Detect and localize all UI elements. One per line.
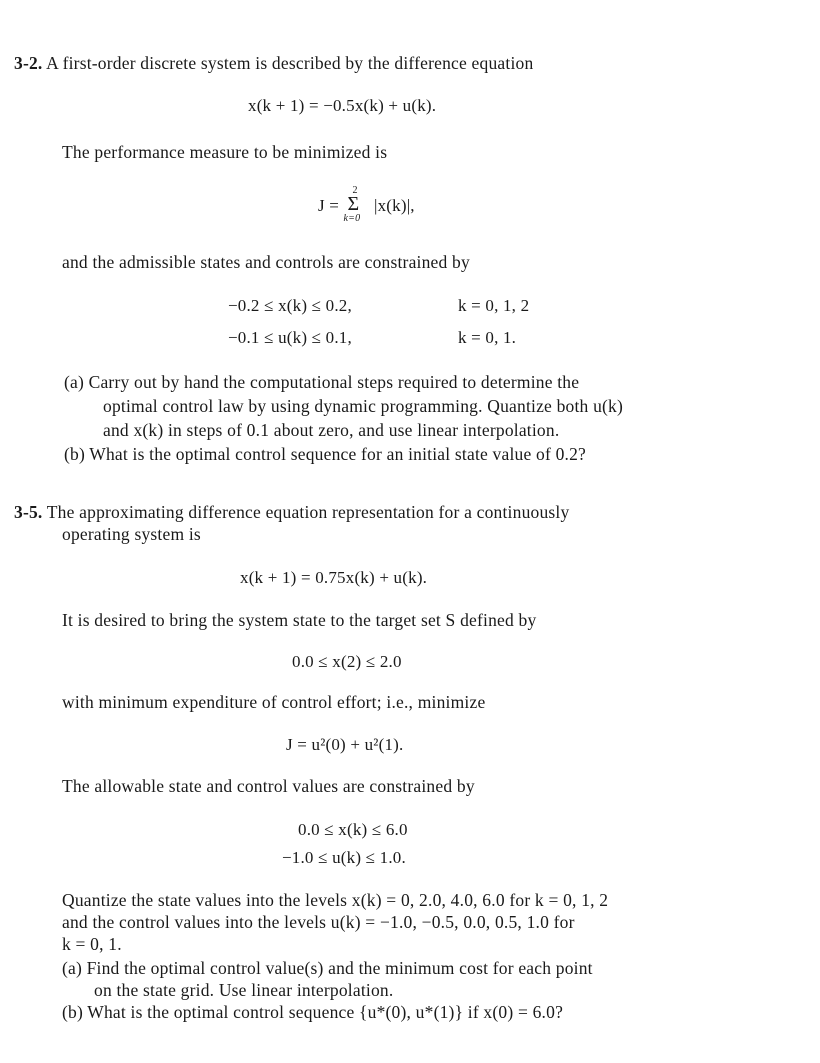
problem-number: 3-5. <box>14 502 43 522</box>
part-a-line-3: and x(k) in steps of 0.1 about zero, and use linear interpolation. <box>103 420 560 440</box>
sum-lower-limit: k=0 <box>343 213 361 225</box>
problem-number: 3-2. <box>14 53 43 73</box>
problem-3-2-heading <box>14 53 533 74</box>
part-b: (b) What is the optimal control sequence {u*(0), u*(1)} if x(0) = 6.0? <box>62 1002 564 1022</box>
part-a-line-2: optimal control law by using dynamic programming. Quantize both u(k) <box>103 396 624 416</box>
problem-intro: A first-order discrete system is described by the difference equation <box>46 53 534 73</box>
sigma-symbol: Σ <box>347 193 360 216</box>
constraint-intro: and the admissible states and controls are constrained by <box>62 252 470 272</box>
cost-function <box>318 185 415 225</box>
target-set: 0.0 ≤ x(2) ≤ 2.0 <box>292 652 402 671</box>
part-b: (b) What is the optimal control sequence for an initial state value of 0.2? <box>64 444 587 464</box>
summation <box>343 185 370 225</box>
problem-intro-line-2: operating system is <box>62 524 201 544</box>
part-a-line-1: (a) Find the optimal control value(s) and the minimum cost for each point <box>62 958 593 978</box>
state-constraint: 0.0 ≤ x(k) ≤ 6.0 <box>298 820 408 839</box>
quantize-line-3: k = 0, 1. <box>62 934 122 954</box>
minimize-intro: with minimum expenditure of control effort; i.e., minimize <box>62 692 486 712</box>
control-constraint: −1.0 ≤ u(k) ≤ 1.0. <box>282 848 406 867</box>
cost-lhs: J = <box>318 196 340 215</box>
cost-function-2: J = u²(0) + u²(1). <box>286 735 404 754</box>
part-a-line-1: (a) Carry out by hand the computational steps required to determine the <box>64 372 580 392</box>
constraint-state-range: k = 0, 1, 2 <box>458 296 530 315</box>
quantize-line-1: Quantize the state values into the levels x(k) = 0, 2.0, 4.0, 6.0 for k = 0, 1, 2 <box>62 890 609 910</box>
constraint-control: −0.1 ≤ u(k) ≤ 0.1, <box>228 328 352 347</box>
part-a-line-2: on the state grid. Use linear interpolation. <box>94 980 394 1000</box>
target-intro: It is desired to bring the system state to the target set S defined by <box>62 610 537 630</box>
problem-intro-line-1: The approximating difference equation representation for a continuously <box>46 502 570 522</box>
difference-equation: x(k + 1) = −0.5x(k) + u(k). <box>248 96 437 115</box>
performance-intro: The performance measure to be minimized is <box>62 142 388 162</box>
constraint-control-range: k = 0, 1. <box>458 328 517 347</box>
problem-3-5-heading <box>14 502 569 523</box>
constraint-state: −0.2 ≤ x(k) ≤ 0.2, <box>228 296 352 315</box>
sum-upper-limit: 2 <box>352 185 358 197</box>
cost-rhs: |x(k)|, <box>373 196 415 215</box>
approx-equation: x(k + 1) = 0.75x(k) + u(k). <box>240 568 428 587</box>
allowable-intro: The allowable state and control values are constrained by <box>62 776 475 796</box>
quantize-line-2: and the control values into the levels u(k) = −1.0, −0.5, 0.0, 0.5, 1.0 for <box>62 912 575 932</box>
